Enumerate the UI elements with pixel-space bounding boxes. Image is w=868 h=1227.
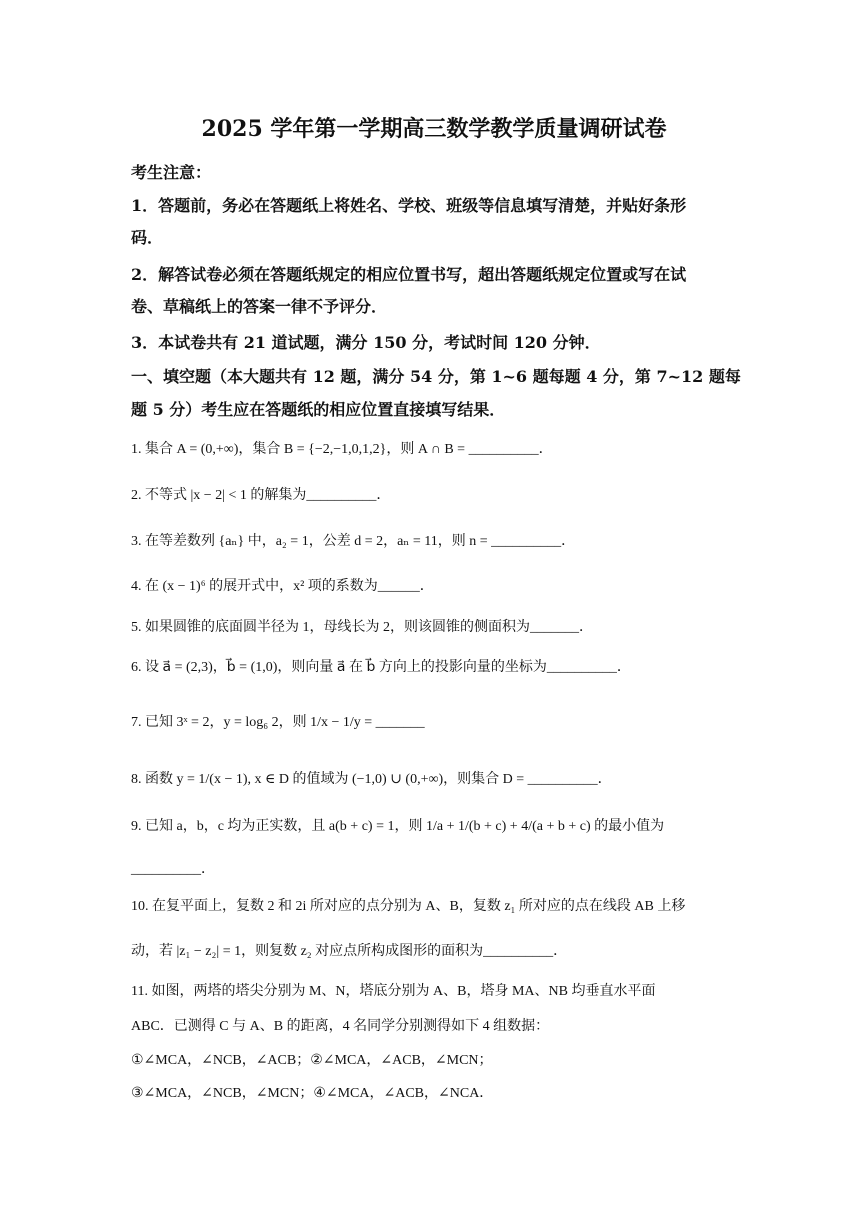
section-heading: 一、填空题（本大题共有 12 题，满分 54 分，第 1~6 题每题 4 分，第 7~12 题每 <box>131 367 741 386</box>
question-7: 7. 已知 3ˣ = 2，y = log₆ 2，则 1/x − 1/y = _______ <box>131 715 425 730</box>
section-heading: 题 5 分）考生应在答题纸的相应位置直接填写结果． <box>131 400 506 419</box>
question-11-cont: ABC．已测得 C 与 A、B 的距离，4 名同学分别测得如下 4 组数据： <box>131 1019 550 1034</box>
question-10-cont: 动，若 |z₁ − z₂| = 1，则复数 z₂ 对应点所构成图形的面积为__________． <box>131 944 568 959</box>
question-11: 11. 如图，两塔的塔尖分别为 M、N，塔底分别为 A、B，塔身 MA、NB 均垂直水平面 <box>131 984 656 999</box>
question-10: 10. 在复平面上，复数 2 和 2i 所对应的点分别为 A、B，复数 z₁ 所对应的点在线段 AB 上移 <box>131 899 686 914</box>
question-8: 8. 函数 y = 1/(x − 1), x ∈ D 的值域为 (−1,0) ∪ (0,+∞)，则集合 D = __________． <box>131 772 612 787</box>
question-1: 1. 集合 A = (0,+∞)，集合 B = {−2,−1,0,1,2}，则 A ∩ B = __________． <box>131 442 553 457</box>
notice-line: 卷、草稿纸上的答案一律不予评分． <box>131 297 388 316</box>
question-5: 5. 如果圆锥的底面圆半径为 1，母线长为 2，则该圆锥的侧面积为_______． <box>131 620 593 635</box>
notice-heading: 考生注意： <box>131 163 212 182</box>
notice-line: 1．答题前，务必在答题纸上将姓名、学校、班级等信息填写清楚，并贴好条形 <box>131 196 687 215</box>
notice-line: 3．本试卷共有 21 道试题，满分 150 分，考试时间 120 分钟． <box>131 333 601 352</box>
question-9: 9. 已知 a，b，c 均为正实数，且 a(b + c) = 1，则 1/a + 1/(b + c) + 4/(a + b + c) 的最小值为 <box>131 819 665 834</box>
question-11-options: ①∠MCA，∠NCB，∠ACB；②∠MCA，∠ACB，∠MCN； <box>131 1053 493 1068</box>
exam-title: 2025 学年第一学期高三数学教学质量调研试卷 <box>201 116 667 142</box>
notice-line: 2．解答试卷必须在答题纸规定的相应位置书写，超出答题纸规定位置或写在试 <box>131 265 687 284</box>
question-3: 3. 在等差数列 {aₙ} 中，a₂ = 1，公差 d = 2，aₙ = 11，则 n = __________． <box>131 534 576 549</box>
notice-line: 码． <box>131 228 164 247</box>
question-2: 2. 不等式 |x − 2| < 1 的解集为__________． <box>131 488 391 503</box>
question-9-blank: __________． <box>131 862 215 877</box>
question-6: 6. 设 a⃗ = (2,3)，b⃗ = (1,0)，则向量 a⃗ 在 b⃗ 方向上的投影向量的坐标为__________． <box>131 660 631 675</box>
question-11-options: ③∠MCA，∠NCB，∠MCN；④∠MCA，∠ACB，∠NCA． <box>131 1086 494 1101</box>
question-4: 4. 在 (x − 1)⁶ 的展开式中，x² 项的系数为______． <box>131 579 434 594</box>
